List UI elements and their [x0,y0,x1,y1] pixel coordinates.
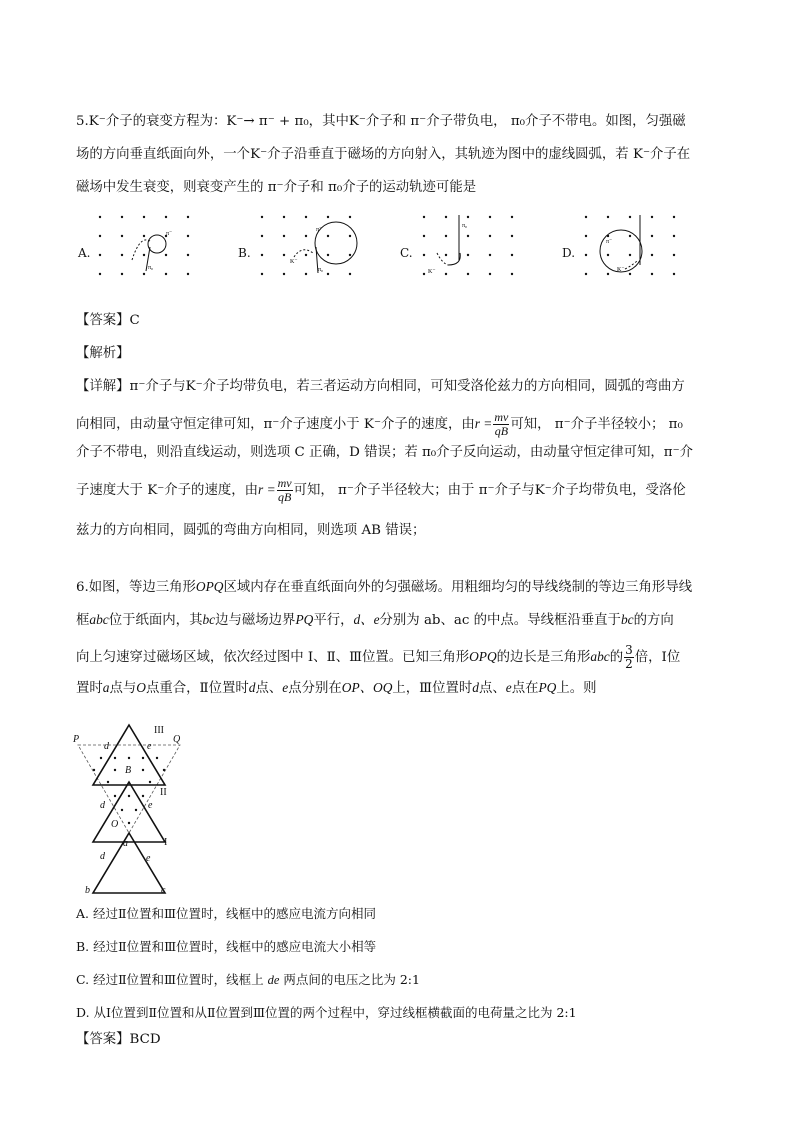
q5-detail-line-1: 【详解】π⁻介子与K⁻介子均带负电，若三者运动方向相同，可知受洛伦兹力的方向相同，圆弧的弯曲方 [76,379,685,394]
label-e-ii: e [148,800,153,811]
q6-italic: e [505,680,512,695]
label-position-iii: III [154,725,164,736]
q6-text: 分别为 ab、ac 的中点。导线框沿垂直于 [379,613,621,628]
label-o: O [111,819,119,830]
field-dot [327,273,329,275]
q6-italic: bc [620,612,634,627]
q5-stem-line-1: 5.K⁻介子的衰变方程为：K⁻→ π⁻ + π₀，其中K⁻介子和 π⁻介子带负电， π₀介子不带电。如图，匀强磁 [76,114,686,129]
q5-answer: 【答案】C [76,313,140,328]
field-dot [143,235,145,237]
field-dot [585,254,587,256]
q6-italic: d、e [353,612,380,627]
label-d-iii: d [104,741,109,752]
label-p: P [73,734,80,745]
field-dot [467,254,469,256]
label-c-vertex: c [161,885,166,894]
field-dot [121,254,123,256]
field-dot [423,235,425,237]
label-b-field: B [125,765,132,776]
q6-italic: d [248,680,256,695]
q6-text: 区域内存在垂直纸面向外的匀强磁场。用粗细均匀的导线绕制的等边三角形导线 [223,580,693,595]
field-dot [511,273,513,275]
q6-text: 的方向 [633,613,674,628]
option-b-pi-minus-label: π⁻ [316,227,323,233]
option-d-k-label: K⁻ [617,267,625,273]
q6-italic: abc [590,649,610,664]
field-dot [629,254,631,256]
field-dot [349,273,351,275]
q6-stem-line-4 [76,679,597,698]
q5-detail-line-2a: 向相同，由动量守恒定律可知，π⁻介子速度小于 K⁻介子的速度，由 [76,417,475,432]
field-dot [261,273,263,275]
q6-option-d: D. 从Ⅰ位置到Ⅱ位置和从Ⅱ位置到Ⅲ位置的两个过程中，穿过线框横截面的电荷量之比为 2:1 [76,1005,577,1020]
fraction-numerator: 3 [625,643,633,657]
field-dot [187,273,189,275]
field-dot [99,273,101,275]
option-a-pi-minus-circle [148,235,166,253]
option-b-k-arc [294,250,313,257]
q6-text: 框 [76,613,90,628]
field-dot [165,273,167,275]
field-dot [673,235,675,237]
radius-formula-numerator: mv [494,410,509,424]
field-dot [305,216,307,218]
q6-italic: d [472,680,479,695]
field-dot [305,273,307,275]
label-b-vertex: b [85,885,90,894]
option-a-field-dots [99,216,189,275]
q6-stem-line-3 [76,644,680,671]
option-c-pi-zero-label: π₀ [462,223,468,229]
field-dot [607,254,609,256]
field-dot [349,235,351,237]
field-dot [651,216,653,218]
field-dot [165,254,167,256]
field-dot [423,254,425,256]
q6-text: 点、 [255,681,283,696]
q6-stem-line-1 [76,578,692,597]
field-dot [651,235,653,237]
field-dot [121,273,123,275]
label-d-ii: d [100,800,105,811]
field-dot [445,273,447,275]
q6-text: 点在 [511,681,539,696]
field-dot [349,216,351,218]
option-c-k-label: K⁻ [428,269,436,275]
q6-text: 上，Ⅲ位置时 [392,681,473,696]
radius-formula-fraction-2 [277,477,293,504]
q5-option-figures [0,205,794,290]
option-b-k-label: K⁻ [290,259,298,265]
field-dot [511,254,513,256]
q6-text: 平行， [313,613,354,628]
option-d-pi-minus-label: π⁻ [606,239,613,245]
field-dot [629,273,631,275]
field-dot [423,273,425,275]
field-dot [445,216,447,218]
q5-option-a-label: A. [78,246,91,260]
option-a-k-arc [132,240,150,260]
q6-text: 的 [609,650,624,665]
option-c-text: 两点间的电压之比为 2:1 [279,972,420,987]
option-c-field-dots [423,216,513,275]
field-dot [673,254,675,256]
q5-detail-line-4a: 子速度大于 K⁻介子的速度，由 [76,483,259,498]
q6-text: 位于纸面内，其 [108,613,203,628]
field-dot [187,235,189,237]
q6-italic: PQ [295,612,314,627]
option-b-pi-zero-label: π₀ [318,267,324,273]
field-dot [445,254,447,256]
option-b-field-dots [261,216,351,275]
q6-italic: a [102,680,110,695]
field-dot [305,235,307,237]
field-dot [629,235,631,237]
label-q: Q [173,734,181,745]
field-dot [121,216,123,218]
label-position-i: I [164,837,168,848]
field-dot [607,216,609,218]
field-dot [99,216,101,218]
field-dot [673,273,675,275]
field-dot [467,235,469,237]
q6-text: 点分别在 [288,681,342,696]
field-dot [511,235,513,237]
radius-formula-numerator-2: mv [277,476,292,490]
field-dot [629,216,631,218]
field-dot [489,235,491,237]
option-c-tracks [437,215,460,265]
option-a-pi-minus-label: π⁻ [166,231,173,237]
q6-text: 点与 [109,681,137,696]
field-dot [327,216,329,218]
field-dot [673,216,675,218]
field-dot [327,254,329,256]
field-dot [261,216,263,218]
field-dot [283,216,285,218]
three-halves-fraction [624,644,634,671]
q6-italic: OP、OQ [341,680,393,695]
field-dot [489,254,491,256]
field-dot [585,216,587,218]
field-dot [423,216,425,218]
q6-italic: PQ [538,680,557,695]
field-dot [511,216,513,218]
field-dot [187,254,189,256]
field-dot [489,273,491,275]
q6-italic: abc [89,612,109,627]
option-d-k-arc [625,260,638,269]
field-dot [121,235,123,237]
option-a-pi-zero-label: π₀ [148,265,154,271]
fraction-denominator: 2 [625,657,633,671]
q6-italic: bc [202,612,216,627]
q6-stem-line-2 [76,611,674,630]
field-dot [283,254,285,256]
q6-italic: O [136,680,146,695]
q5-stem-line-3: 磁场中发生衰变，则衰变产生的 π⁻介子和 π₀介子的运动轨迹可能是 [76,180,477,195]
field-dot [283,273,285,275]
label-e-i: e [146,853,151,864]
q5-detail-line-5: 兹力的方向相同，圆弧的弯曲方向相同，则选项 AB 错误； [76,523,426,538]
field-dot [261,254,263,256]
label-e-iii: e [147,741,152,752]
field-dot [651,273,653,275]
q6-italic: OPQ [195,579,224,594]
label-a: a [123,838,128,849]
q6-text: 边与磁场边界 [215,613,296,628]
q6-option-a: A. 经过Ⅱ位置和Ⅲ位置时，线框中的感应电流方向相同 [76,906,377,921]
q5-detail-line-3: 介子不带电，则沿直线运动，则选项 C 正确，D 错误；若 π₀介子反向运动，由动量守恒定律可知，π⁻介 [76,445,694,460]
field-dot [283,235,285,237]
q5-detail-line-4 [76,477,686,504]
radius-formula-denominator-2: qB [277,490,292,504]
q6-italic: OPQ [469,649,497,664]
field-dot [327,235,329,237]
q5-stem-line-2: 场的方向垂直纸面向外，一个K⁻介子沿垂直于磁场的方向射入，其轨迹为图中的虚线圆弧，若 K⁻介子在 [76,147,691,162]
q5-option-b-label: B. [238,246,251,260]
option-c-pi-minus-arc [448,253,460,265]
option-c-text: C. 经过Ⅱ位置和Ⅲ位置时，线框上 [76,972,268,987]
field-dot [187,216,189,218]
field-dot [467,216,469,218]
field-dot [585,235,587,237]
field-dot [165,216,167,218]
label-position-ii: II [160,787,167,798]
q5-detail-line-4b: 可知， π⁻介子半径较大；由于 π⁻介子与K⁻介子均带负电，受洛伦 [293,483,686,498]
field-dot [585,273,587,275]
q6-text: 6.如图，等边三角形 [76,580,196,595]
radius-formula-fraction [493,411,509,438]
field-dot [143,254,145,256]
field-dot [489,216,491,218]
radius-formula-lhs: r = [474,416,493,431]
q6-option-b: B. 经过Ⅱ位置和Ⅲ位置时，线框中的感应电流大小相等 [76,939,377,954]
q5-option-d-label: D. [562,246,576,260]
q6-text: 的边长是三角形 [496,650,591,665]
q6-text: 向上匀速穿过磁场区域，依次经过图中 Ⅰ、Ⅱ、Ⅲ位置。已知三角形 [76,650,470,665]
field-dot [99,254,101,256]
q6-triangle-figure [70,722,200,894]
q6-option-c [76,971,420,989]
q6-italic: e [282,680,289,695]
q6-text: 置时 [76,681,103,696]
q6-text: 点、 [478,681,506,696]
q5-analysis-title: 【解析】 [76,346,130,361]
q6-text: 上。则 [556,681,597,696]
q6-answer: 【答案】BCD [76,1032,161,1047]
field-dot [349,254,351,256]
field-dot [143,273,145,275]
option-c-italic: de [267,973,280,987]
field-dot [467,273,469,275]
option-d-pi-minus-circle [600,230,642,272]
q5-detail-line-2b: 可知， π⁻介子半径较小； π₀ [510,417,683,432]
field-dot [651,254,653,256]
q6-text: 点重合，Ⅱ位置时 [145,681,249,696]
q6-text: 倍，Ⅰ位 [634,650,681,665]
field-dot [305,254,307,256]
option-b-tracks [294,222,357,273]
q5-option-c-label: C. [400,246,413,260]
field-dot [143,216,145,218]
radius-formula-lhs-2: r = [258,482,276,497]
field-dot [99,235,101,237]
field-dot [445,235,447,237]
field-dot [607,273,609,275]
label-d-i: d [100,851,105,862]
radius-formula-denominator: qB [494,424,509,438]
field-dot [261,235,263,237]
q5-detail-line-2 [76,411,683,438]
